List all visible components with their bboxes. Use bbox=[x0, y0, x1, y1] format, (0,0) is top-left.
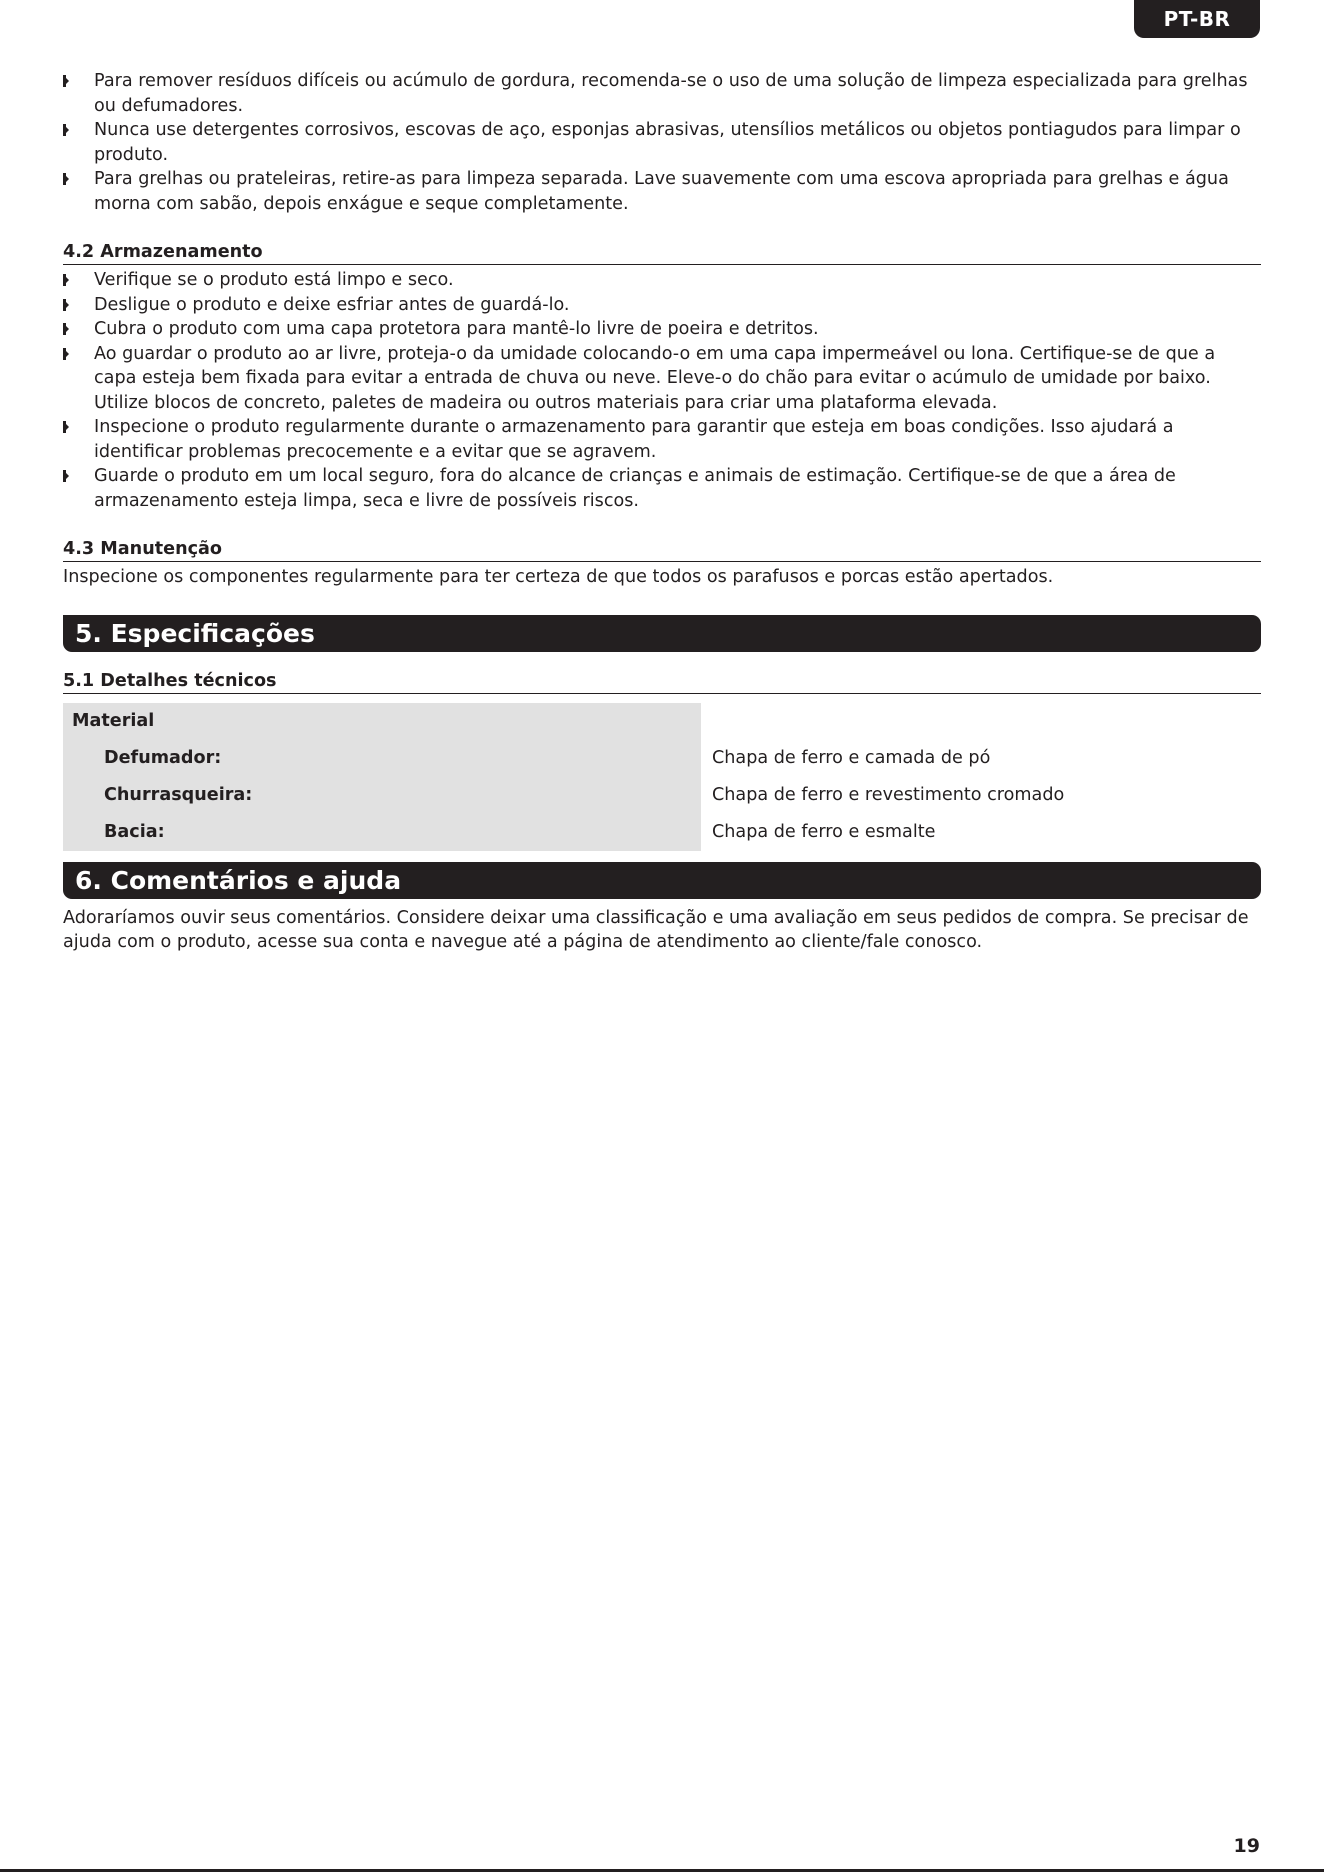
list-item-text: Para remover resíduos difíceis ou acúmulo de gordura, recomenda-se o uso de uma solução de limpeza especializada para grelhas ou defumadores. bbox=[94, 71, 1248, 116]
storage-heading: 4.2 Armazenamento bbox=[63, 240, 1261, 265]
list-item bbox=[63, 118, 1261, 167]
list-item bbox=[63, 167, 1261, 216]
list-item bbox=[63, 342, 1261, 416]
table-row bbox=[63, 814, 1261, 851]
spec-label: Defumador: bbox=[63, 740, 701, 777]
bullet-icon bbox=[63, 348, 69, 360]
bullet-icon bbox=[63, 299, 69, 311]
bullet-icon bbox=[63, 173, 69, 185]
language-tab: PT-BR bbox=[1134, 0, 1260, 38]
spec-value: Chapa de ferro e revestimento cromado bbox=[712, 784, 1065, 805]
spec-group-label: Material bbox=[63, 703, 701, 740]
list-item-text: Ao guardar o produto ao ar livre, proteja-o da umidade colocando-o em uma capa impermeável ou lona. Certifique-se de que a capa esteja bem fixada para evitar a entrada de chuva ou neve. Eleve-o do chão para evitar o acúmulo de umidade por baixo. Utilize blocos de concreto, paletes de madeira ou outros materiais para criar uma plataforma elevada. bbox=[94, 343, 1216, 413]
bullet-icon bbox=[63, 323, 69, 335]
list-item-text: Para grelhas ou prateleiras, retire-as para limpeza separada. Lave suavemente com uma escova apropriada para grelhas e água morna com sabão, depois enxágue e seque completamente. bbox=[94, 169, 1229, 214]
table-row bbox=[63, 777, 1261, 814]
list-item-text: Desligue o produto e deixe esfriar antes de guardá-lo. bbox=[94, 294, 570, 315]
bullet-icon bbox=[63, 124, 69, 136]
spec-label: Bacia: bbox=[63, 814, 701, 851]
list-item-text: Inspecione o produto regularmente durante o armazenamento para garantir que esteja em boas condições. Isso ajudará a identificar problemas precocemente e a evitar que se agravem. bbox=[94, 417, 1174, 462]
list-item bbox=[63, 317, 1261, 342]
maintenance-text: Inspecione os componentes regularmente para ter certeza de que todos os parafusos e porcas estão apertados. bbox=[63, 567, 1054, 587]
bullet-icon bbox=[63, 421, 69, 433]
technical-details-heading: 5.1 Detalhes técnicos bbox=[63, 669, 1261, 694]
page-number: 19 bbox=[1233, 1835, 1260, 1857]
list-item bbox=[63, 415, 1261, 464]
feedback-text: Adoraríamos ouvir seus comentários. Considere deixar uma classificação e uma avaliação em seus pedidos de compra. Se precisar de ajuda com o produto, acesse sua conta e navegue até a página de atendimento ao cliente/fale conosco. bbox=[63, 907, 1249, 952]
spec-value: Chapa de ferro e esmalte bbox=[712, 821, 936, 842]
table-row bbox=[63, 740, 1261, 777]
specifications-section-title: 5. Especificações bbox=[63, 615, 1261, 652]
storage-list bbox=[63, 268, 1261, 513]
feedback-section-title: 6. Comentários e ajuda bbox=[63, 862, 1261, 899]
maintenance-heading: 4.3 Manutenção bbox=[63, 537, 1261, 562]
list-item-text: Nunca use detergentes corrosivos, escovas de aço, esponjas abrasivas, utensílios metálicos ou objetos pontiagudos para limpar o produto. bbox=[94, 120, 1241, 165]
list-item-text: Cubra o produto com uma capa protetora para mantê-lo livre de poeira e detritos. bbox=[94, 319, 819, 339]
bullet-icon bbox=[63, 75, 69, 87]
spec-group-value bbox=[701, 703, 1261, 740]
list-item bbox=[63, 268, 1261, 293]
spec-label: Churrasqueira: bbox=[63, 777, 701, 814]
spec-table bbox=[63, 703, 1261, 851]
page-content bbox=[63, 69, 1261, 955]
list-item bbox=[63, 293, 1261, 318]
list-item-text: Guarde o produto em um local seguro, fora do alcance de crianças e animais de estimação. Certifique-se de que a área de armazenamento esteja limpa, seca e livre de possíveis riscos. bbox=[94, 466, 1176, 511]
list-item bbox=[63, 464, 1261, 513]
bullet-icon bbox=[63, 470, 69, 482]
spec-value: Chapa de ferro e camada de pó bbox=[712, 747, 991, 768]
cleaning-list bbox=[63, 69, 1261, 216]
list-item-text: Verifique se o produto está limpo e seco. bbox=[94, 270, 454, 290]
list-item bbox=[63, 69, 1261, 118]
table-row bbox=[63, 703, 1261, 740]
bullet-icon bbox=[63, 274, 69, 286]
